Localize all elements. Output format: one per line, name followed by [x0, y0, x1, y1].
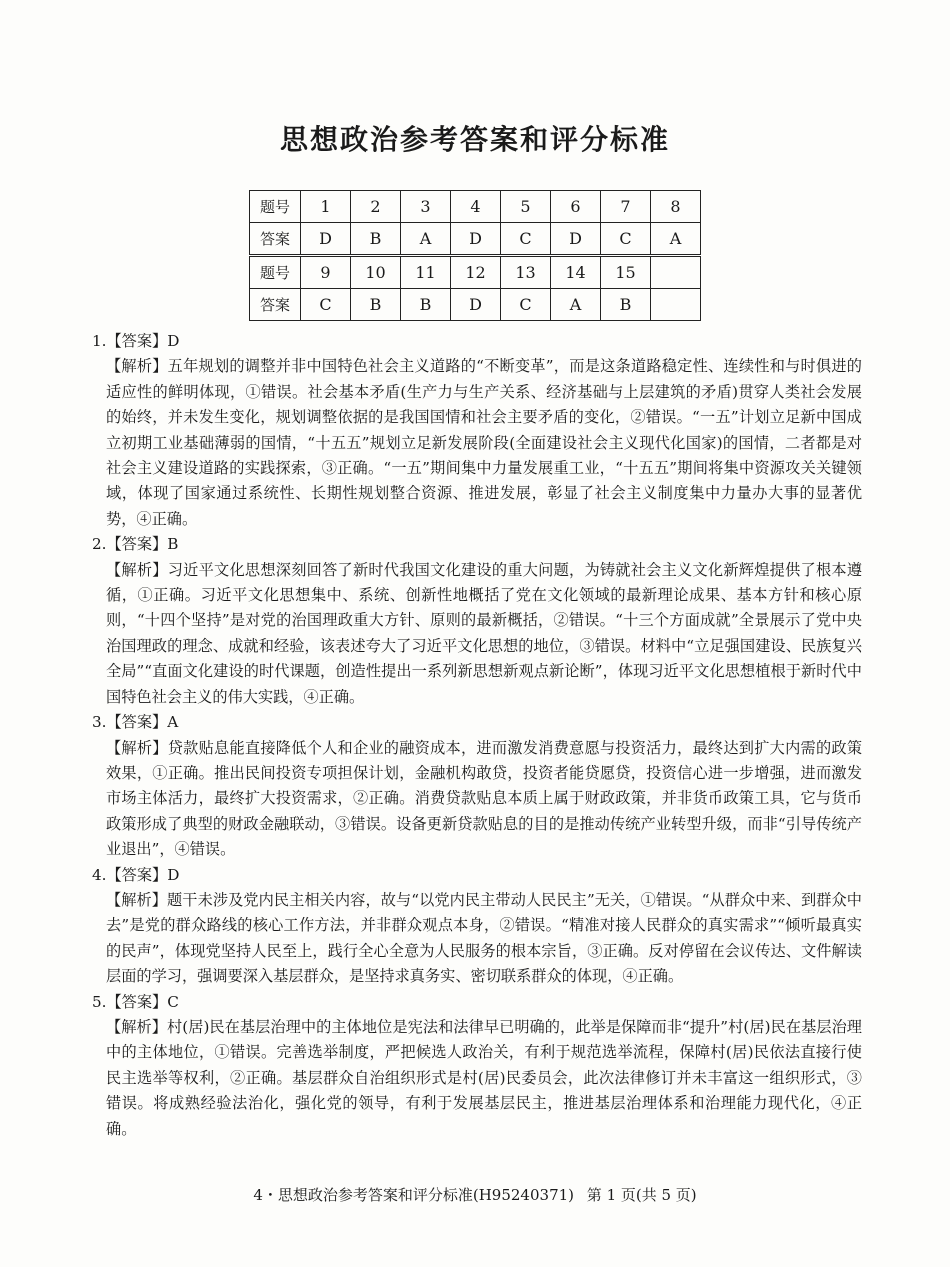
explanation-text: 【解析】贷款贴息能直接降低个人和企业的融资成本，进而激发消费意愿与投资活力，最终达到扩大内需的政策效果，①正确。推出民间投资专项担保计划，金融机构敢贷，投资者能贷愿贷，投资信心进一步增强，进而激发市场主体活力，最终扩大投资需求，②正确。消费贷款贴息本质上属于财政政策，并非货币政策工具，它与货币政策形成了典型的财政金融联动，③错误。设备更新贷款贴息的目的是推动传统产业转型升级，而非“引导传统产业退出”，④错误。: [106, 738, 862, 859]
answer-line: 3.【答案】A: [92, 713, 179, 732]
table-cell: B: [351, 289, 401, 321]
answer-line: 1.【答案】D: [92, 332, 180, 350]
table-cell: 5: [501, 191, 551, 223]
table-cell: [651, 256, 701, 289]
row-header: 题号: [250, 256, 301, 289]
table-cell: 13: [501, 256, 551, 289]
table-cell: D: [301, 223, 351, 256]
explanation-text: 【解析】习近平文化思想深刻回答了新时代我国文化建设的重大问题，为铸就社会主义文化新辉煌提供了根本遵循，①正确。习近平文化思想集中、系统、创新性地概括了党在文化领域的最新理论成果、基本方针和核心原则，“十四个坚持”是对党的治国理政重大方针、原则的最新概括，②错误。“十三个方面成就”全景展示了党中央治国理政的理念、成就和经验，该表述夸大了习近平文化思想的地位，③错误。材料中“立足强国建设、民族复兴全局”“直面文化建设的时代课题，创造性提出一系列新思想新观点新论断”，体现习近平文化思想植根于新时代中国特色社会主义的伟大实践，④正确。: [106, 560, 862, 706]
table-cell: 10: [351, 256, 401, 289]
footer-page-number: 第 1 页(共 5 页): [586, 1186, 697, 1204]
table-cell: B: [401, 289, 451, 321]
table-cell: 14: [551, 256, 601, 289]
question-block: [92, 329, 862, 532]
page-footer: [0, 1184, 950, 1205]
table-cell: 15: [601, 256, 651, 289]
answer-explanations: [92, 329, 862, 1142]
table-cell: [651, 289, 701, 321]
table-cell: D: [551, 223, 601, 256]
table-cell: 8: [651, 191, 701, 223]
page-title: 思想政治参考答案和评分标准: [279, 123, 670, 156]
answer-table: [249, 190, 701, 321]
question-block: [92, 990, 862, 1142]
table-cell: 3: [401, 191, 451, 223]
table-cell: D: [451, 223, 501, 256]
row-header: 答案: [250, 223, 301, 256]
table-cell: A: [651, 223, 701, 256]
table-cell: 12: [451, 256, 501, 289]
question-block: [92, 863, 862, 990]
table-cell: B: [601, 289, 651, 321]
table-cell: 11: [401, 256, 451, 289]
row-header: 答案: [250, 289, 301, 321]
explanation-text: 【解析】村(居)民在基层治理中的主体地位是宪法和法律早已明确的，此举是保障而非“提升”村(居)民在基层治理中的主体地位，①错误。完善选举制度，严把候选人政治关，有利于规范选举流程，保障村(居)民依法直接行使民主选举等权利，②正确。基层群众自治组织形式是村(居)民委员会，此次法律修订并未丰富这一组织形式，③错误。将成熟经验法治化，强化党的领导，有利于发展基层民主，推进基层治理体系和治理能力现代化，④正确。: [106, 1017, 862, 1138]
table-cell: C: [501, 223, 551, 256]
table-row: [250, 289, 701, 321]
explanation-text: 【解析】题干未涉及党内民主相关内容，故与“以党内民主带动人民民主”无关，①错误。“从群众中来、到群众中去”是党的群众路线的核心工作方法，并非群众观点本身，②错误。“精准对接人民群众的真实需求”“倾听最真实的民声”，体现党坚持人民至上，践行全心全意为人民服务的根本宗旨，③正确。反对停留在会议传达、文件解读层面的学习，强调要深入基层群众，是坚持求真务实、密切联系群众的体现，④正确。: [106, 890, 862, 986]
answer-line: 5.【答案】C: [92, 992, 179, 1011]
table-cell: B: [351, 223, 401, 256]
table-cell: A: [401, 223, 451, 256]
table-row: [250, 223, 701, 256]
table-row: [250, 191, 701, 223]
table-cell: 4: [451, 191, 501, 223]
answer-line: 2.【答案】B: [92, 535, 179, 554]
table-cell: A: [551, 289, 601, 321]
explanation-text: 【解析】五年规划的调整并非中国特色社会主义道路的“不断变革”，而是这条道路稳定性、连续性和与时俱进的适应性的鲜明体现，①错误。社会基本矛盾(生产力与生产关系、经济基础与上层建筑的矛盾)贯穿人类社会发展的始终，并未发生变化，规划调整依据的是我国国情和社会主要矛盾的变化，②错误。“一五”计划立足新中国成立初期工业基础薄弱的国情，“十五五”规划立足新发展阶段(全面建设社会主义现代化国家)的国情，二者都是对社会主义建设道路的实践探索，③正确。“一五”期间集中力量发展重工业，“十五五”期间将集中资源攻关关键领域，体现了国家通过系统性、长期性规划整合资源、推进发展，彰显了社会主义制度集中力量办大事的显著优势，④正确。: [106, 357, 862, 528]
row-header: 题号: [250, 191, 301, 223]
table-cell: 7: [601, 191, 651, 223]
question-block: [92, 532, 862, 710]
table-cell: D: [451, 289, 501, 321]
table-cell: C: [501, 289, 551, 321]
answer-line: 4.【答案】D: [92, 865, 180, 884]
table-cell: 6: [551, 191, 601, 223]
table-cell: 1: [301, 191, 351, 223]
table-cell: 2: [351, 191, 401, 223]
footer-doc-label: 4・思想政治参考答案和评分标准(H95240371): [253, 1186, 575, 1204]
table-cell: 9: [301, 256, 351, 289]
question-block: [92, 710, 862, 862]
table-cell: C: [301, 289, 351, 321]
table-row: [250, 256, 701, 289]
table-cell: C: [601, 223, 651, 256]
